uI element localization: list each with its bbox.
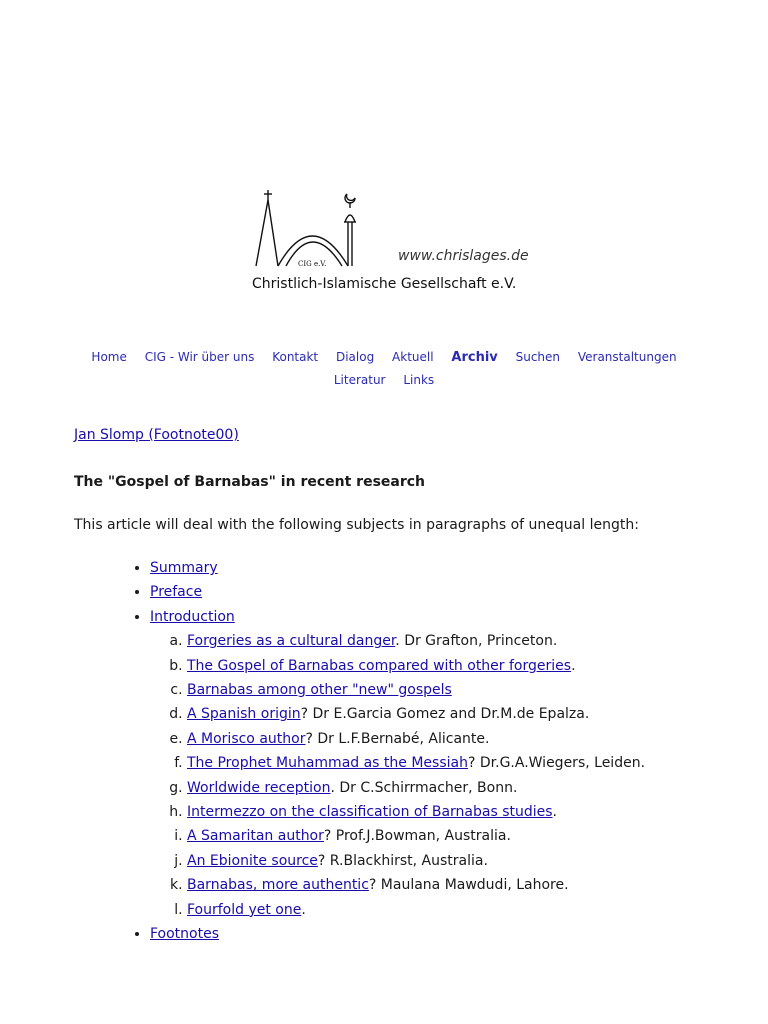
toc-subitem-note: . [552,804,557,821]
nav-item-dialog[interactable]: Dialog [335,350,375,364]
toc-subitem [187,654,645,678]
toc-sublink[interactable]: An Ebionite source [187,852,318,869]
toc-item [150,922,645,946]
toc-subitem-note: ? Dr.G.A.Wiegers, Leiden. [467,755,646,772]
nav-item-suchen[interactable]: Suchen [515,350,561,364]
toc-sublink[interactable]: A Morisco author [187,730,306,747]
toc-subitem [187,678,645,702]
toc-subitem-note: ? Prof.J.Bowman, Australia. [323,828,511,845]
site-url: www.chrislages.de [398,248,529,264]
toc-subitem [187,849,645,873]
toc-sublink[interactable]: Barnabas among other "new" gospels [187,682,452,699]
org-name: Christlich-Islamische Gesellschaft e.V. [252,276,517,292]
toc-sublink[interactable]: Intermezzo on the classification of Barnabas studies [187,804,553,821]
toc-item [150,580,645,604]
toc-link[interactable]: Footnotes [150,926,220,943]
nav-item-cig-wir-ber-uns[interactable]: CIG - Wir über uns [144,350,255,364]
toc-sublist [150,629,645,922]
toc-sublink[interactable]: The Gospel of Barnabas compared with other forgeries [187,657,572,674]
toc-item [150,556,645,580]
toc-subitem-note: . [571,657,576,674]
nav-item-literatur[interactable]: Literatur [333,373,386,387]
article-title: The "Gospel of Barnabas" in recent research [74,474,426,490]
toc-link[interactable]: Introduction [150,608,235,625]
toc-subitem-note: . Dr C.Schirrmacher, Bonn. [330,779,518,796]
table-of-contents [110,556,645,947]
author-footnote-link[interactable]: Jan Slomp (Footnote00) [74,427,239,443]
toc-subitem-note: ? Maulana Mawdudi, Lahore. [368,877,569,894]
toc-link[interactable]: Summary [150,560,218,576]
toc-sublink[interactable]: Forgeries as a cultural danger [187,633,396,650]
toc-subitem-note: ? Dr E.Garcia Gomez and Dr.M.de Epalza. [300,706,590,723]
toc-sublink[interactable]: Worldwide reception [187,779,331,796]
site-header [252,186,532,296]
toc-sublink[interactable]: Barnabas, more authentic [187,877,369,894]
toc-subitem-note: . [301,901,306,918]
nav-item-kontakt[interactable]: Kontakt [272,350,319,364]
toc-subitem [187,824,645,848]
toc-subitem [187,800,645,824]
toc-subitem-note: . Dr Grafton, Princeton. [395,633,558,650]
toc-subitem [187,873,645,897]
toc-link[interactable]: Preface [150,584,203,601]
toc-subitem-note: ? R.Blackhirst, Australia. [317,852,488,869]
toc-sublink[interactable]: The Prophet Muhammad as the Messiah [187,755,468,772]
cig-logo [252,186,392,271]
nav-item-links[interactable]: Links [403,373,435,387]
nav-item-aktuell[interactable]: Aktuell [392,350,434,364]
toc-subitem [187,727,645,751]
toc-sublink[interactable]: Fourfold yet one [187,901,302,918]
toc-subitem-note: ? Dr L.F.Bernabé, Alicante. [305,730,490,747]
toc-sublink[interactable]: A Spanish origin [187,706,301,723]
article-intro: This article will deal with the following subjects in paragraphs of unequal length: [74,517,639,533]
toc-subitem [187,776,645,800]
main-navigation [60,346,708,392]
toc-subitem [187,898,645,922]
logo-badge-text: CIG e.V. [298,260,327,268]
nav-item-archiv[interactable]: Archiv [451,350,498,365]
toc-subitem [187,629,645,653]
nav-item-veranstaltungen[interactable]: Veranstaltungen [577,350,677,364]
nav-item-home[interactable]: Home [91,350,127,364]
toc-subitem [187,751,645,775]
toc-subitem [187,702,645,726]
toc-item [150,605,645,922]
toc-sublink[interactable]: A Samaritan author [187,828,324,845]
